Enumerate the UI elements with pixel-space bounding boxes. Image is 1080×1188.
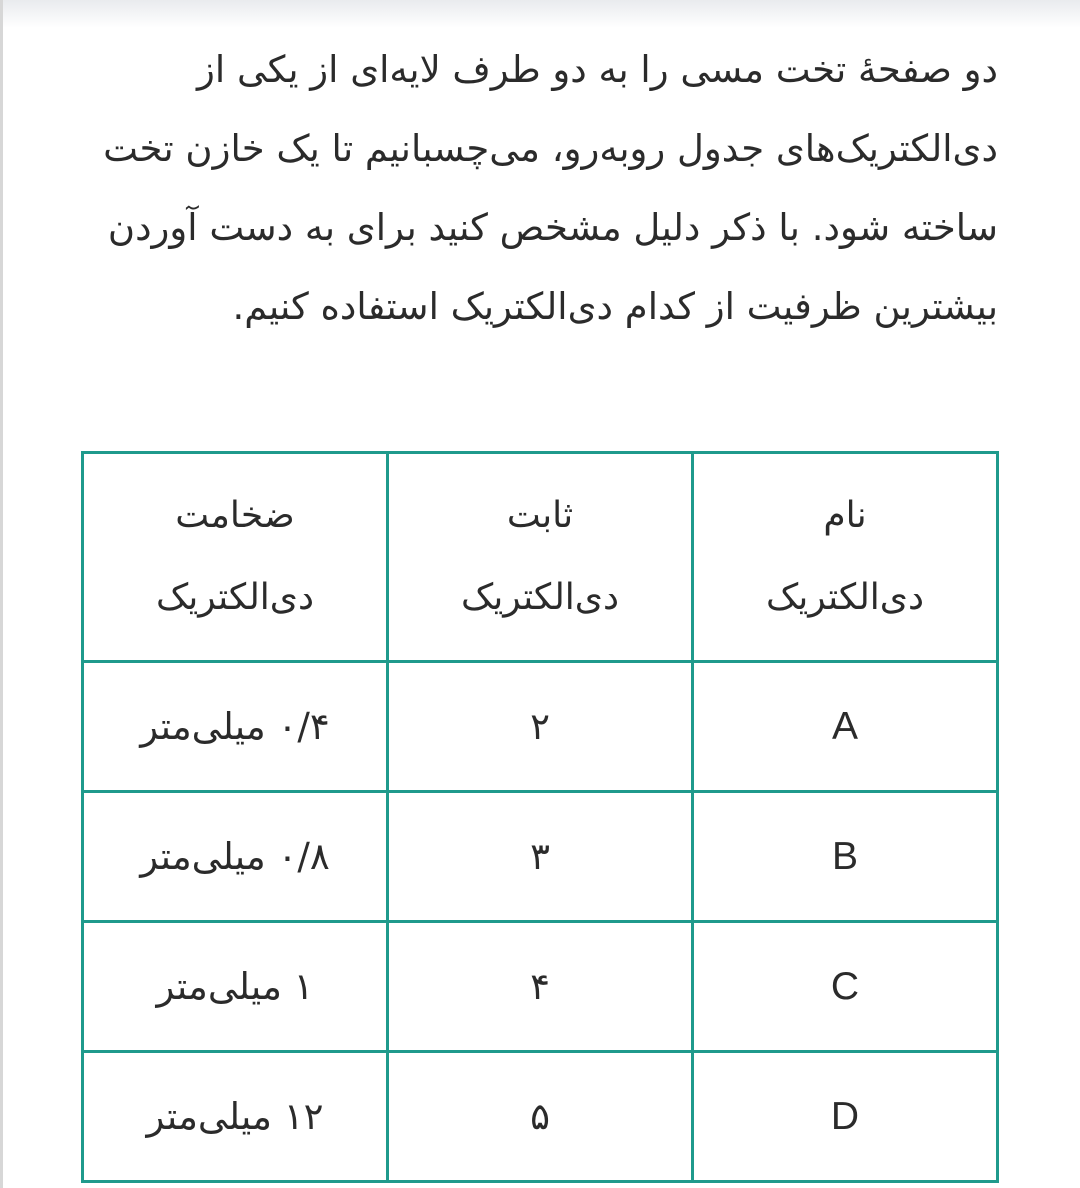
table-header-row <box>83 453 998 662</box>
cell-thickness: ۱ میلی‌متر <box>83 922 388 1052</box>
header-constant <box>388 453 693 662</box>
top-shadow <box>0 0 1080 28</box>
header-thickness-line1: ضخامت <box>175 495 295 536</box>
cell-constant: ۲ <box>388 662 693 792</box>
header-thickness-line2: دی‌الکتریک <box>155 577 315 618</box>
header-name <box>693 453 998 662</box>
table-row <box>83 792 998 922</box>
header-name-line2: دی‌الکتریک <box>765 577 925 618</box>
cell-constant: ۳ <box>388 792 693 922</box>
cell-name: C <box>693 922 998 1052</box>
left-edge <box>0 0 3 1188</box>
cell-constant: ۵ <box>388 1052 693 1182</box>
cell-name: D <box>693 1052 998 1182</box>
dielectric-table <box>81 451 999 1177</box>
cell-thickness: ۰/۸ میلی‌متر <box>83 792 388 922</box>
header-constant-line2: دی‌الکتریک <box>460 577 620 618</box>
cell-constant: ۴ <box>388 922 693 1052</box>
cell-thickness: ۰/۴ میلی‌متر <box>83 662 388 792</box>
header-constant-line1: ثابت <box>506 495 574 536</box>
question-text: دو صفحهٔ تخت مسی را به دو طرف لایه‌ای از یکی از دی‌الکتریک‌های جدول روبه‌رو، می‌چسبانیم تا یک خازن تخت ساخته شود. با ذکر دلیل مشخص کنید برای به دست آوردن بیشترین ظرفیت از کدام دی‌الکتریک استفاده کنیم. <box>103 48 998 328</box>
cell-name: A <box>693 662 998 792</box>
header-name-line1: نام <box>823 495 867 536</box>
table-row <box>83 662 998 792</box>
header-thickness <box>83 453 388 662</box>
table-row <box>83 922 998 1052</box>
table-row <box>83 1052 998 1182</box>
cell-thickness: ۱۲ میلی‌متر <box>83 1052 388 1182</box>
cell-name: B <box>693 792 998 922</box>
